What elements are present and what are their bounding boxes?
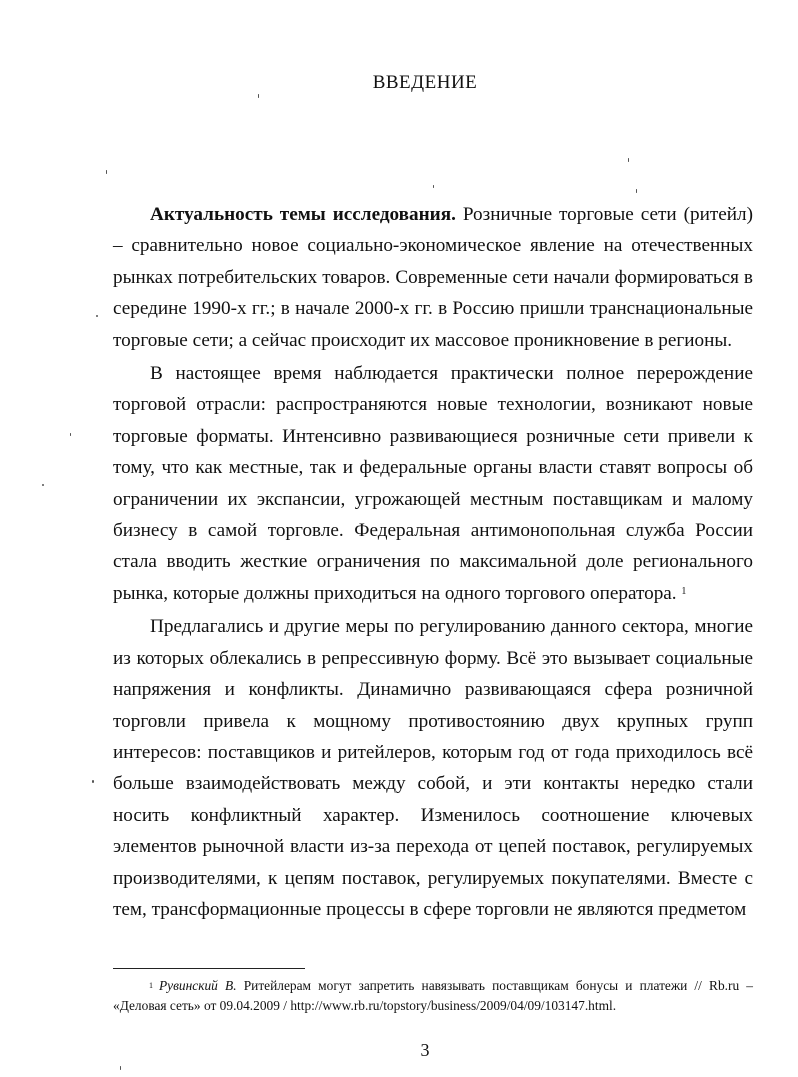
scan-speck bbox=[120, 1066, 121, 1070]
paragraph-lead: Актуальность темы исследования. bbox=[150, 204, 456, 225]
scan-speck bbox=[628, 158, 629, 162]
page-title: ВВЕДЕНИЕ bbox=[372, 72, 478, 93]
footnote bbox=[113, 976, 753, 1016]
footnote-text: Ритейлерам могут запретить навязывать поставщикам бонусы и платежи // Rb.ru – «Деловая сеть» от 09.04.2009 / http://www.rb.ru/topstory/business/2009/04/09/103147.html. bbox=[113, 978, 754, 1013]
footnote-author: Рувинский В. bbox=[159, 978, 237, 993]
scan-speck bbox=[433, 185, 434, 188]
scan-speck bbox=[96, 315, 98, 317]
paragraph-3 bbox=[113, 611, 753, 925]
body-text bbox=[113, 199, 753, 925]
scan-speck bbox=[106, 170, 107, 174]
scan-speck bbox=[70, 433, 71, 436]
paragraph-text: В настоящее время наблюдается практически полное перерождение торговой отрасли: распространяются новые технологии, возникают новые торговые форматы. Интенсивно развивающиеся розничные сети привели к тому, что как местные, так и федеральные органы власти ставят вопросы об ограничении их экспансии, угрожающей местным поставщикам и малому бизнесу в самой торговле. Федеральная антимонопольная служба России стала вводить жесткие ограничения по максимальной доле регионального рынка, которые должны приходиться на одного торгового оператора. bbox=[113, 363, 753, 604]
scan-speck bbox=[42, 484, 44, 486]
page-number: 3 bbox=[420, 1040, 430, 1060]
footnote-mark: 1 bbox=[149, 981, 153, 990]
paragraph-2 bbox=[113, 358, 753, 609]
footnote-reference: 1 bbox=[681, 585, 687, 597]
scan-speck bbox=[636, 189, 637, 193]
scan-speck bbox=[258, 94, 259, 98]
paragraph-1 bbox=[113, 199, 753, 356]
scan-speck bbox=[92, 780, 94, 783]
footnote-divider bbox=[113, 968, 305, 969]
paragraph-text: Розничные торговые сети (ритейл) – сравнительно новое социально-экономическое явление на отечественных рынках потребительских товаров. Современные сети начали формироваться в середине 1990-х гг.; в начале 2000-х гг. в Россию пришли транснациональные торговые сети; а сейчас происходит их массовое проникновение в регионы. bbox=[113, 204, 753, 351]
paragraph-text: Предлагались и другие меры по регулированию данного сектора, многие из которых облекались в репрессивную форму. Всё это вызывает социальные напряжения и конфликты. Динамично развивающаяся сфера розничной торговли привела к мощному противостоянию двух крупных групп интересов: поставщиков и ритейлеров, которым год от года приходилось всё больше взаимодействовать между собой, и эти контакты нередко стали носить конфликтный характер. Изменилось соотношение ключевых элементов рыночной власти из-за перехода от цепей поставок, регулируемых производителями, к цепям поставок, регулируемых покупателями. Вместе с тем, трансформационные процессы в сфере торговли не являются предметом bbox=[113, 616, 753, 920]
